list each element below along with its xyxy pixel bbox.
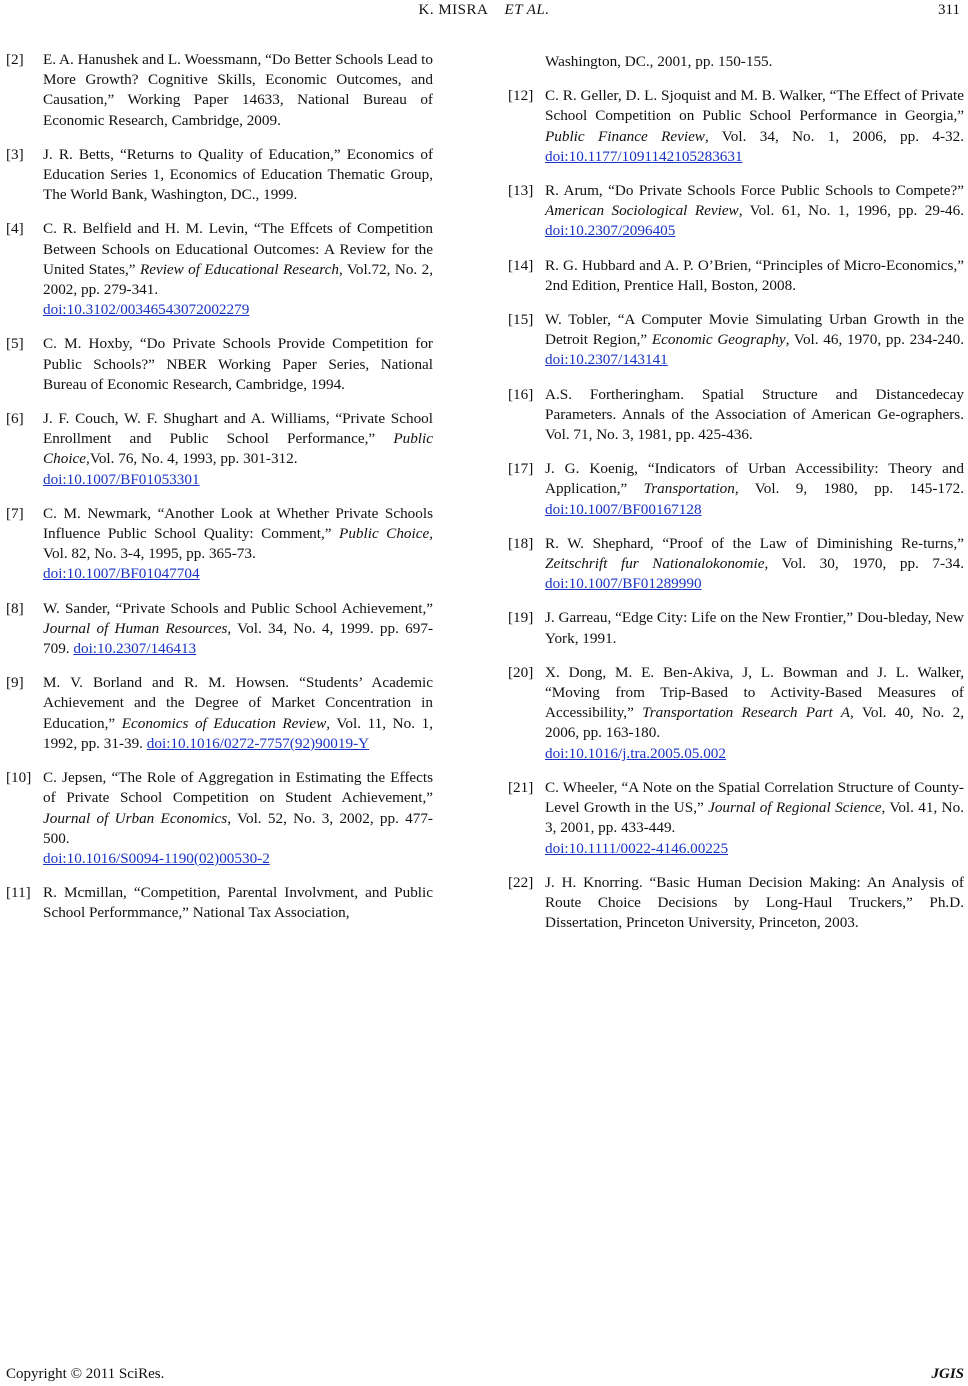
doi-link[interactable]: doi:10.1016/j.tra.2005.05.002 bbox=[545, 744, 726, 762]
reference-citation: M. V. Borland and R. M. Howsen. “Students’ Academic Achievement and the Degree of Market Concentration in Education,” bbox=[43, 674, 433, 732]
reference-text bbox=[545, 459, 964, 520]
reference-item bbox=[6, 145, 433, 206]
reference-text bbox=[545, 256, 964, 296]
reference-item bbox=[6, 673, 433, 754]
doi-link[interactable]: doi:10.2307/146413 bbox=[73, 640, 197, 658]
reference-text bbox=[545, 310, 964, 371]
doi-link[interactable]: doi:10.2307/2096405 bbox=[545, 222, 676, 240]
reference-number: [11] bbox=[6, 884, 31, 902]
reference-number: [12] bbox=[508, 87, 534, 105]
reference-number: [4] bbox=[6, 220, 24, 238]
reference-text bbox=[43, 599, 433, 660]
references-right-column bbox=[508, 52, 964, 947]
reference-number: [3] bbox=[6, 145, 24, 163]
reference-text bbox=[43, 504, 433, 565]
reference-number: [7] bbox=[6, 504, 24, 522]
reference-citation: A.S. Fortheringham. Spatial Structure and Distancedecay Parameters. Annals of the Association of American Ge-ographers. Vol. 71, No. 3, 1981, pp. 425-436. bbox=[545, 385, 964, 444]
reference-item bbox=[508, 385, 964, 446]
reference-number: [8] bbox=[6, 599, 24, 617]
reference-source-title: Economic Geography bbox=[651, 331, 786, 349]
reference-citation: R. W. Shephard, “Proof of the Law of Diminishing Re-turns,” bbox=[545, 534, 964, 552]
reference-item bbox=[6, 599, 433, 660]
reference-number: [2] bbox=[6, 51, 24, 68]
reference-text bbox=[545, 663, 964, 744]
doi-link[interactable]: doi:10.1007/BF01289990 bbox=[545, 575, 702, 593]
reference-text bbox=[545, 873, 964, 934]
reference-details: , Vol. 40, No. 2, 2006, pp. 163-180. bbox=[545, 704, 964, 742]
reference-item bbox=[6, 50, 433, 131]
reference-text bbox=[43, 50, 433, 131]
reference-number: [19] bbox=[508, 609, 534, 627]
reference-citation: J. R. Betts, “Returns to Quality of Education,” Economics of Education Series 1, Economics of Education Thematic Group, The World Bank, Washington, DC., 1999. bbox=[43, 145, 433, 204]
reference-citation: W. Sander, “Private Schools and Public School Achievement,” bbox=[43, 599, 433, 617]
doi-link[interactable]: doi:10.1111/0022-4146.00225 bbox=[545, 839, 729, 857]
reference-item bbox=[508, 459, 964, 520]
reference-citation: C. M. Hoxby, “Do Private Schools Provide Competition for Public Schools?” NBER Working Paper Series, National Bureau of Economic Research, Cambridge, 1994. bbox=[43, 335, 433, 393]
references-left-column bbox=[6, 50, 433, 938]
reference-number: [9] bbox=[6, 674, 24, 692]
reference-number: [16] bbox=[508, 385, 534, 403]
running-etal: ET AL. bbox=[504, 2, 550, 18]
running-header bbox=[0, 0, 968, 26]
reference-text bbox=[43, 673, 433, 754]
doi-link[interactable]: doi:10.1016/0272-7757(92)90019-Y bbox=[146, 734, 370, 752]
doi-link[interactable]: doi:10.1177/1091142105283631 bbox=[545, 147, 743, 165]
reference-source-title: Journal of Urban Economics bbox=[43, 809, 228, 827]
reference-details: , Vol. 46, 1970, pp. 234-240. bbox=[785, 331, 965, 349]
reference-details: , Vol. 30, 1970, pp. 7-34. bbox=[764, 555, 964, 573]
reference-number: [22] bbox=[508, 873, 534, 891]
reference-text bbox=[545, 181, 964, 242]
doi-link[interactable]: doi:10.1007/BF01053301 bbox=[43, 470, 200, 488]
reference-details: , Vol. 11, No. 1, 1992, pp. 31-39. bbox=[43, 714, 433, 752]
reference-number: [5] bbox=[6, 335, 24, 353]
reference-details: ,Vol. 76, No. 4, 1993, pp. 301-312. bbox=[86, 450, 298, 468]
reference-details: , Vol. 34, No. 1, 2006, pp. 4-32. bbox=[704, 127, 964, 145]
reference-citation: R. G. Hubbard and A. P. O’Brien, “Principles of Micro-Economics,” 2nd Edition, Prentice Hall, Boston, 2008. bbox=[545, 256, 964, 294]
reference-item bbox=[508, 86, 964, 167]
reference-citation: C. Wheeler, “A Note on the Spatial Correlation Structure of County-Level Growth in the US,” bbox=[545, 778, 964, 817]
reference-citation: J. H. Knorring. “Basic Human Decision Making: An Analysis of Route Choice Decisions by Long-Haul Truckers,” Ph.D. Dissertation, Princeton University, Princeton, 2003. bbox=[545, 873, 964, 932]
reference-details: , Vol. 52, No. 3, 2002, pp. 477-500. bbox=[43, 809, 433, 847]
reference-source-title: Journal of Human Resources bbox=[43, 619, 228, 637]
reference-number: [17] bbox=[508, 460, 534, 478]
reference-number: [20] bbox=[508, 663, 534, 681]
reference-item bbox=[508, 256, 964, 296]
reference-text bbox=[43, 219, 433, 300]
reference-number: [6] bbox=[6, 410, 24, 428]
reference-item bbox=[508, 534, 964, 595]
reference-item bbox=[508, 778, 964, 859]
reference-details: , Vol. 34, No. 4, 1999. pp. 697-709. bbox=[43, 619, 433, 658]
reference-text bbox=[43, 409, 433, 470]
reference-citation: X. Dong, M. E. Ben-Akiva, J, L. Bowman and J. L. Walker, “Moving from Trip-Based to Activity-Based Measures of Accessibility,” bbox=[545, 663, 964, 722]
reference-number: [14] bbox=[508, 256, 534, 274]
reference-number: [15] bbox=[508, 311, 534, 329]
reference-details: , Vol. 61, No. 1, 1996, pp. 29-46. bbox=[738, 202, 964, 220]
reference-text bbox=[545, 534, 964, 595]
reference-number: [21] bbox=[508, 778, 534, 796]
reference-source-title: American Sociological Review bbox=[545, 202, 739, 220]
reference-source-title: Public Finance Review bbox=[545, 127, 705, 145]
reference-text bbox=[43, 145, 433, 206]
reference-citation: W. Tobler, “A Computer Movie Simulating Urban Growth in the Detroit Region,” bbox=[545, 311, 964, 349]
reference-text bbox=[545, 86, 964, 167]
reference-details: , Vol.72, No. 2, 2002, pp. 279-341. bbox=[43, 260, 433, 299]
reference-citation: J. Garreau, “Edge City: Life on the New Frontier,” Dou-bleday, New York, 1991. bbox=[545, 609, 964, 647]
reference-details: , Vol. 41, No. 3, 2001, pp. 433-449. bbox=[545, 799, 964, 837]
reference-citation: R. Mcmillan, “Competition, Parental Involvment, and Public School Performmance,” National Tax Association, bbox=[43, 884, 433, 922]
reference-text bbox=[43, 883, 433, 923]
journal-name: JGIS bbox=[931, 1366, 964, 1382]
reference-details: , Vol. 82, No. 3-4, 1995, pp. 365-73. bbox=[43, 525, 434, 563]
reference-item bbox=[508, 310, 964, 371]
reference-item bbox=[6, 409, 433, 490]
doi-link[interactable]: doi:10.3102/00346543072002279 bbox=[43, 301, 250, 319]
reference-source-title: Public Choice bbox=[43, 430, 433, 468]
reference-source-title: Review of Educational Research bbox=[139, 260, 339, 278]
reference-item bbox=[6, 219, 433, 320]
reference-citation: R. Arum, “Do Private Schools Force Public Schools to Compete?” bbox=[545, 182, 964, 200]
reference-text bbox=[43, 768, 433, 849]
reference-citation: C. Jepsen, “The Role of Aggregation in Estimating the Effects of Private School Competition on Student Achievement,” bbox=[43, 769, 433, 807]
reference-citation: J. F. Couch, W. F. Shughart and A. Williams, “Private School Enrollment and Public School Performance,” bbox=[43, 410, 433, 448]
running-title bbox=[0, 2, 968, 19]
reference-item bbox=[508, 608, 964, 648]
reference-item bbox=[6, 768, 433, 869]
reference-item bbox=[6, 883, 433, 923]
reference-continuation: Washington, DC., 2001, pp. 150-155. bbox=[545, 53, 773, 70]
reference-number: [10] bbox=[6, 769, 32, 787]
reference-source-title: Economics of Education Review bbox=[121, 714, 327, 732]
reference-item bbox=[508, 873, 964, 934]
reference-item bbox=[508, 181, 964, 242]
doi-link[interactable]: doi:10.1007/BF01047704 bbox=[43, 565, 200, 583]
doi-link[interactable]: doi:10.1016/S0094-1190(02)00530-2 bbox=[43, 849, 270, 867]
reference-citation: J. G. Koenig, “Indicators of Urban Accessibility: Theory and Application,” bbox=[545, 460, 964, 498]
reference-item bbox=[508, 663, 964, 764]
reference-text bbox=[545, 778, 964, 839]
reference-item bbox=[6, 504, 433, 585]
reference-number: [18] bbox=[508, 534, 534, 552]
reference-citation: C. R. Belfield and H. M. Levin, “The Effcets of Competition Between Schools on Educational Outcomes: A Review for the United States,” bbox=[43, 220, 433, 278]
reference-citation: E. A. Hanushek and L. Woessmann, “Do Better Schools Lead to More Growth? Cognitive Skills, Economic Outcomes, and Causation,” Working Paper 14633, National Bureau of Economic Research, Cambridge, 2009. bbox=[43, 51, 433, 129]
reference-number: [13] bbox=[508, 182, 534, 200]
reference-source-title: Journal of Regional Science bbox=[708, 799, 882, 817]
running-author: K. MISRA bbox=[418, 2, 488, 18]
doi-link[interactable]: doi:10.1007/BF00167128 bbox=[545, 500, 702, 518]
reference-source-title: Public Choice bbox=[339, 525, 430, 543]
reference-source-title: Transportation bbox=[643, 480, 735, 498]
reference-citation: C. R. Geller, D. L. Sjoquist and M. B. Walker, “The Effect of Private School Competition on Public School Performance in Georgia,” bbox=[545, 87, 964, 125]
reference-text bbox=[545, 385, 964, 446]
reference-source-title: Zeitschrift fur Nationalokonomie bbox=[545, 555, 765, 573]
doi-link[interactable]: doi:10.2307/143141 bbox=[545, 351, 668, 369]
reference-citation: C. M. Newmark, “Another Look at Whether Private Schools Influence Public School Quality: Comment,” bbox=[43, 504, 433, 543]
reference-text bbox=[545, 608, 964, 648]
reference-item bbox=[6, 334, 433, 395]
reference-text bbox=[43, 334, 433, 395]
reference-details: , Vol. 9, 1980, pp. 145-172. bbox=[734, 480, 964, 498]
copyright-notice: Copyright © 2011 SciRes. bbox=[6, 1366, 165, 1382]
reference-source-title: Transportation Research Part A bbox=[642, 704, 851, 722]
page-number: 311 bbox=[938, 2, 960, 18]
